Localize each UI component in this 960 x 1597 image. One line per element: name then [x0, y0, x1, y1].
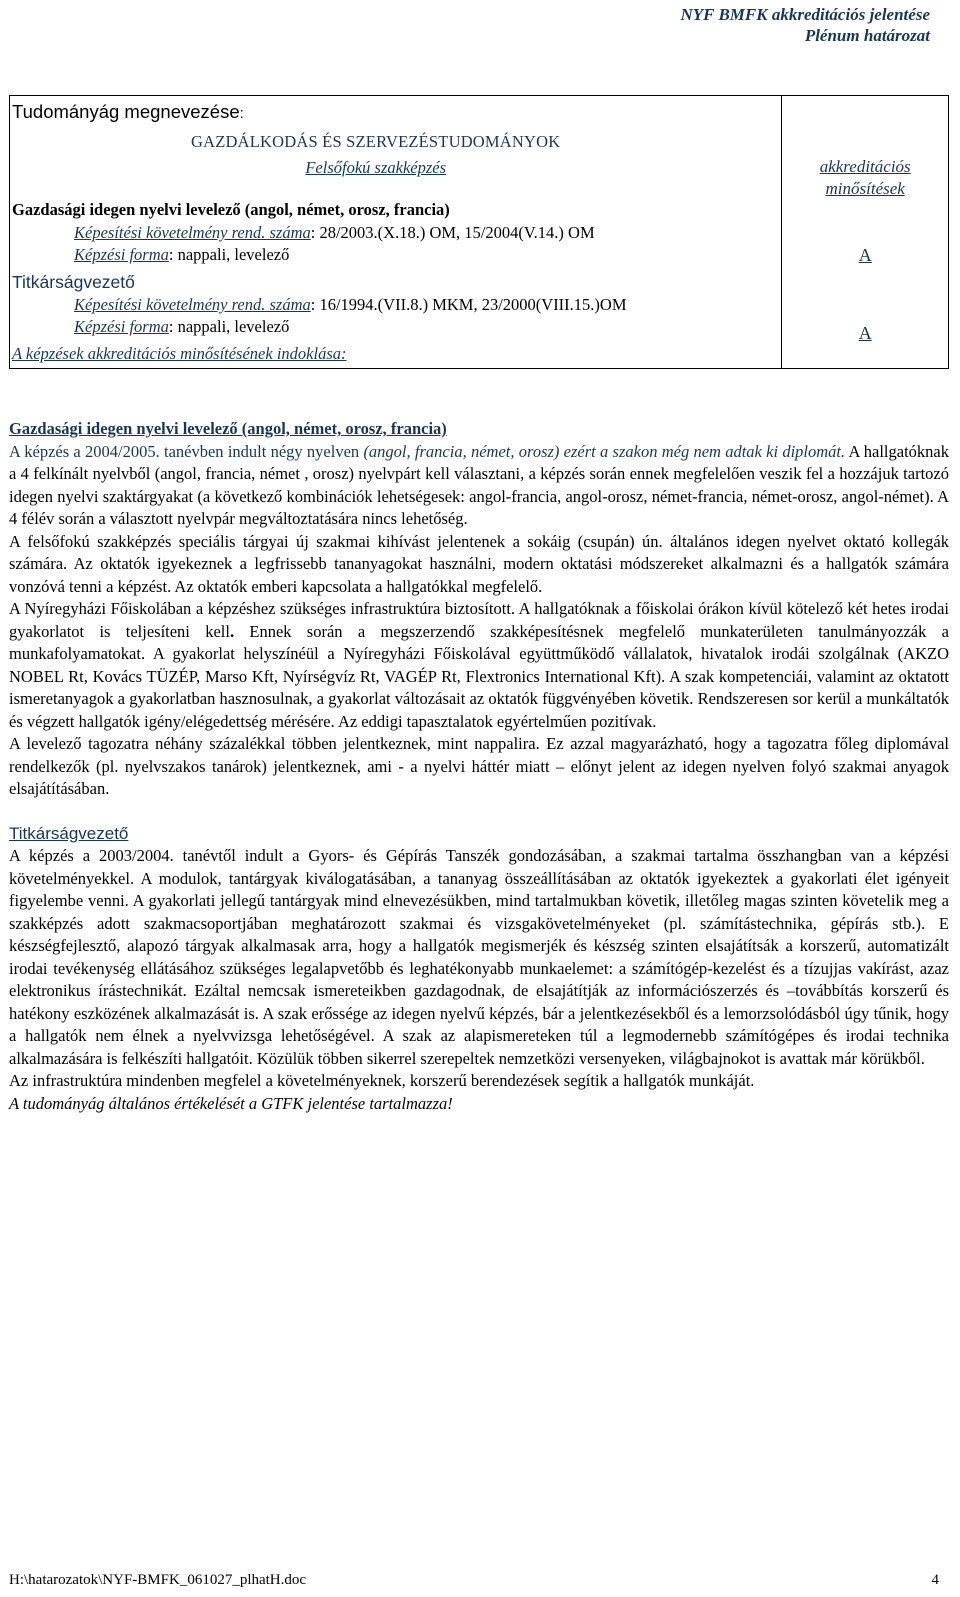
program-cell [10, 96, 782, 369]
justification-label: A képzések akkreditációs minősítésének indoklása: [12, 344, 347, 363]
program-2-title: Titkárságvezető [12, 272, 135, 292]
section-2-paragraph-1: A képzés a 2003/2004. tanévtől indult a Gyors- és Gépírás Tanszék gondozásában, a szakmai tartalma összhangban van a képzési követelményekkel. A modulok, tantárgyak kiválogatásában, a tananyag összeállításában az oktatók igyekeztek a gyakorlati élet igényeit figyelembe venni. A gyakorlati jellegű tantárgyak mind elnevezésükben, mind tartalmukban követik, illetőleg magas szinten követelik meg a szakképzés adott szakmacsoportjában meghatározott szakmai és vizsgakövetelményeket (pl. számítástechnika, gépírás stb.). E készségfejlesztő, alapozó tárgyak alkalmasak arra, hogy a hallgatók megismerjék és készség szinten elsajátítsák a korszerű, automatizált irodai tevékenység ellátásához szükséges legalapvetőbb és leghatékonyabb munkaelemet: a számítógép-kezelést és a tízujjas vakírást, azaz elektronikus írástechnikát. Ezáltal nemcsak ismereteikben gazdagodnak, de elsajátítják az információszerzés és –továbbítás korszerű és hatékony eszközének alkalmazását is. A szak erőssége az idegen nyelvű képzés, bár a jelentkezésekből és a lemorzsolódásból úgy tűnik, hogy a hallgatók nem élnek a nyelvvizsga lehetőségével. A szak az alapismereteken túl a legmodernebb számítógépes és irodai technika alkalmazására is felkészíti hallgatóit. Közülük többen sikerrel szerepeltek nemzetközi versenyeken, világbajnokot is avattak már körükből. [9, 846, 949, 1068]
section-1-paragraph-4: A levelező tagozatra néhány százalékkal többen jelentkeznek, mint nappalira. Ez azzal magyarázható, hogy a tagozatra főleg diplomával rendelkezők (pl. nyelvszakos tanárok) jelentkeznek, ami - a nyelvi háttér miatt – előnyt jelent az idegen nyelven folyó szakmai anyagok elsajátításában. [9, 734, 949, 798]
program-1-title: Gazdasági idegen nyelvi levelező (angol, német, orosz, francia) [12, 200, 450, 219]
field-label: Tudományág megnevezése: [12, 101, 244, 122]
program-2-form: Képzési forma: nappali, levelező [74, 317, 290, 336]
section-1-paragraph-2: A felsőfokú szakképzés speciális tárgyai új szakmai kihívást jelentenek a sokáig (csupán) ún. általános idegen nyelvet oktató kollegák számára. Az oktatók igyekeznek a legfrissebb tananyagokat használni, modern oktatási módszereket alkalmazni és a hallgatók számára vonzóvá tenni a képzést. Az oktatók emberi kapcsolata a hallgatókkal megfelelő. [9, 531, 949, 596]
section-1-title: Gazdasági idegen nyelvi levelező (angol, német, orosz, francia) [9, 419, 447, 438]
page-header [681, 4, 931, 46]
program-1-requirement: Képesítési követelmény rend. száma: 28/2003.(X.18.) OM, 15/2004(V.14.) OM [74, 223, 595, 242]
program-2-rating: A [858, 323, 872, 343]
accreditation-table [9, 95, 949, 369]
program-2-requirement: Képesítési követelmény rend. száma: 16/1994.(VII.8.) MKM, 23/2000(VIII.15.)OM [74, 295, 627, 314]
file-path: H:\hatarozatok\NYF-BMFK_061027_plhatH.doc [9, 1572, 307, 1588]
section-1-paragraph-3: A Nyíregyházi Főiskolában a képzéshez szükséges infrastruktúra biztosított. A hallgatóknak a főiskolai órákon kívül kötelező két hetes irodai gyakorlatot is teljesíteni kell. Ennek során a megszerzendő szakképesítésnek megfelelő munkaterületen tanulmányozzák a munkafolyamatokat. A gyakorlat helyszínéül a Nyíregyházi Főiskolával együttműködő vállalatok, hivatalok irodái szolgálnak (AKZO NOBEL Rt, Kovács TÜZÉP, Marso Kft, Nyírségvíz Rt, VAGÉP Rt, Flextronics International Kft). A szak kompetenciái, valamint az oktatott ismeretanyagok a gyakorlatban hasznosulnak, a gyakorlat változásait az oktatók függvényében követik. Rendszeresen sor kerül a munkáltatók és végzett hallgatók igény/elégedettség mérésére. Az eddigi tapasztalatok egyértelműen pozitívak. [9, 599, 949, 731]
section-1-paragraph-1: A képzés a 2004/2005. tanévben indult négy nyelven (angol, francia, német, orosz) ezért a szakon még nem adtak ki diplomát. A hallgatóknak a 4 felkínált nyelvből (angol, francia, német , orosz) nyelvpárt kell választani, a képzés során ennek megfelelően veszik fel a hozzájuk tartozó idegen nyelvi szaktárgyakat (a következő kombinációk lehetségesek: angol-francia, angol-orosz, német-francia, német-orosz, angol-német). A 4 félév során a választott nyelvpár megváltoztatására nincs lehetőség. [9, 441, 949, 528]
field-name: GAZDÁLKODÁS ÉS SZERVEZÉSTUDOMÁNYOK [190, 132, 561, 151]
program-1-rating: A [858, 245, 872, 265]
program-1-form: Képzési forma: nappali, levelező [74, 245, 290, 264]
header-subtitle: Plénum határozat [804, 26, 930, 45]
level-title: Felsőfokú szakképzés [305, 158, 447, 177]
page-footer [9, 1572, 949, 1589]
header-title: NYF BMFK akkreditációs jelentése [680, 5, 930, 24]
section-2-paragraph-2: Az infrastruktúra mindenben megfelel a követelményeknek, korszerű berendezések segítik a hallgatók munkáját. [9, 1071, 755, 1090]
justification-body [9, 418, 949, 1115]
section-2-paragraph-3: A tudományág általános értékelését a GTFK jelentése tartalmazza! [9, 1093, 453, 1113]
section-2-title: Titkárságvezető [9, 823, 129, 843]
rating-header: akkreditációs minősítések [819, 157, 911, 198]
page-number: 4 [931, 1572, 939, 1588]
rating-cell [782, 96, 949, 369]
